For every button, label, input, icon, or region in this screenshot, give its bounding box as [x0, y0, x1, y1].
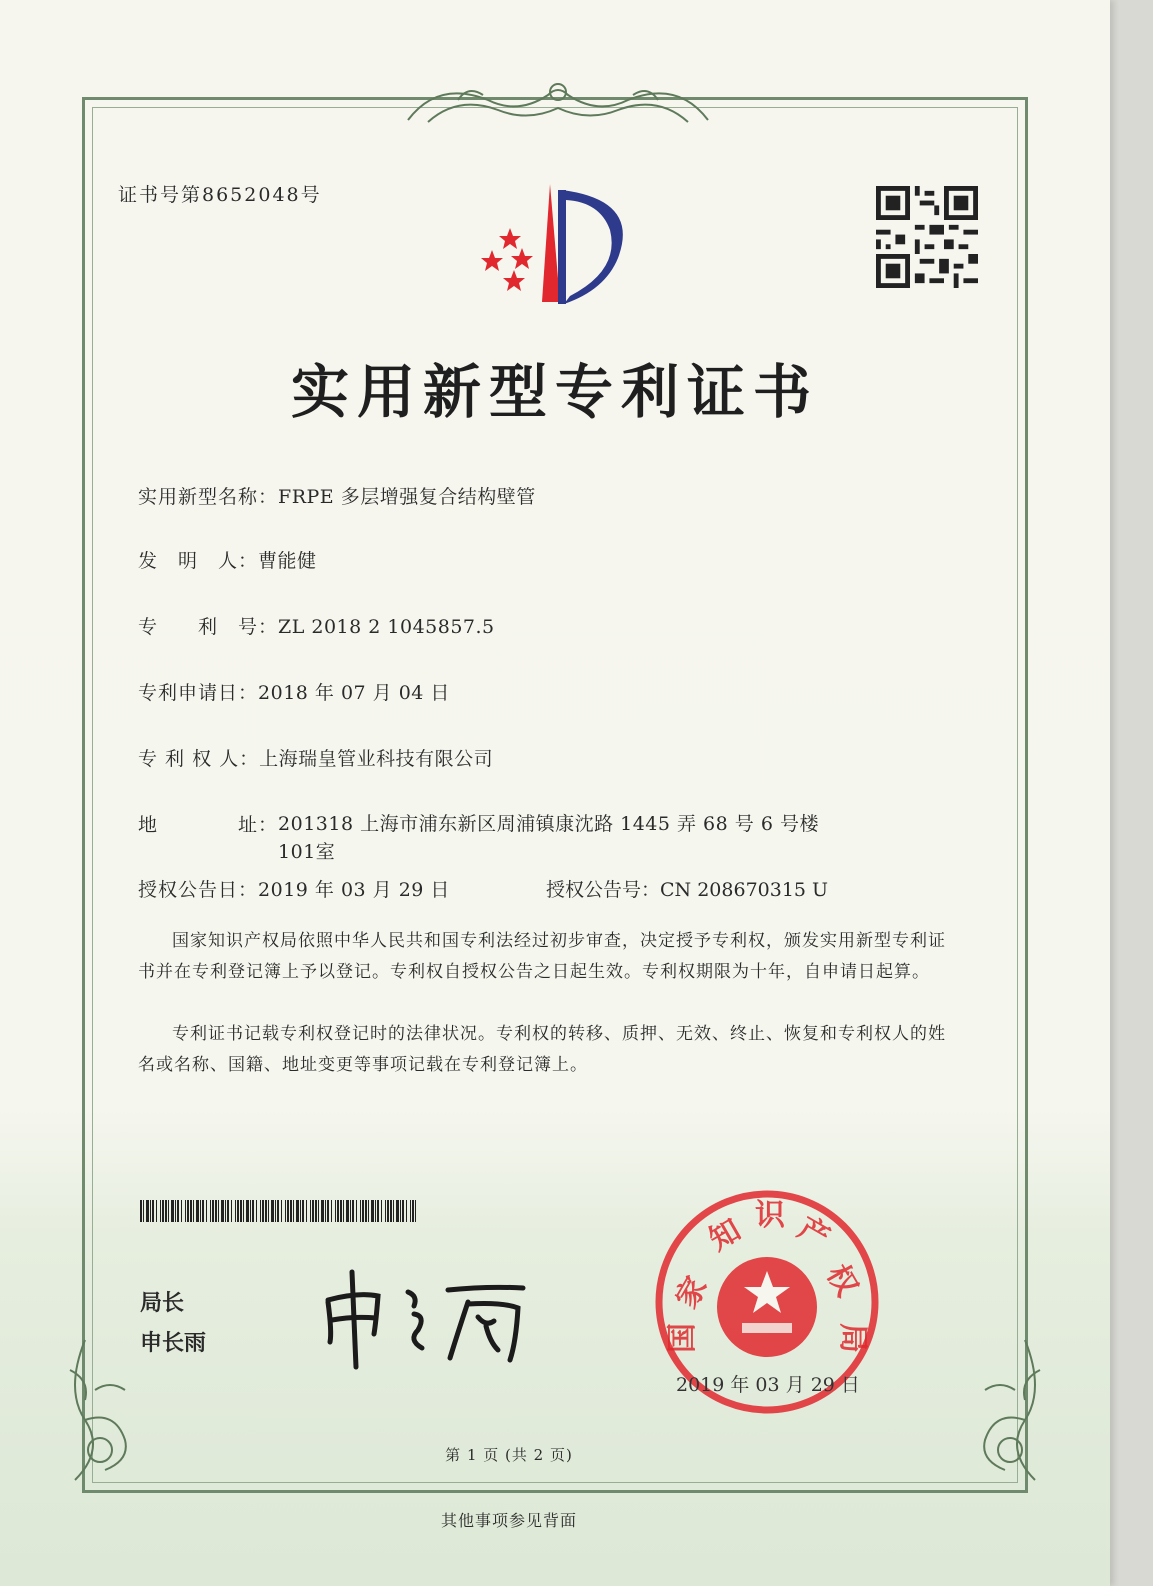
- field-label: 专 利 号：: [138, 616, 279, 638]
- page-number: 第 1 页 (共 2 页): [445, 1446, 573, 1464]
- field-grant-number: [546, 875, 828, 902]
- cnipa-logo-icon: [470, 180, 640, 310]
- field-value: 上海瑞皇管业科技有限公司: [259, 748, 494, 770]
- director-title: 局长: [140, 1291, 185, 1316]
- field-patent-number: [138, 612, 495, 639]
- corner-ornament-icon: [935, 1330, 1055, 1490]
- svg-text:识: 识: [755, 1198, 785, 1233]
- field-value: 曹能健: [258, 550, 317, 572]
- field-grant-date: [138, 875, 450, 902]
- top-ornament-icon: [398, 70, 718, 130]
- field-label: 实用新型名称：: [138, 486, 279, 508]
- field-label: 专利申请日：: [138, 682, 259, 704]
- field-label: 授权公告号：: [546, 879, 661, 901]
- field-value: 201318 上海市浦东新区周浦镇康沈路 1445 弄 68 号 6 号楼 101室: [278, 813, 819, 863]
- field-value: FRPE 多层增强复合结构壁管: [278, 486, 536, 508]
- director-name: 申长雨: [140, 1331, 207, 1356]
- svg-text:局: 局: [835, 1323, 870, 1353]
- corner-ornament-icon: [55, 1330, 175, 1490]
- field-patent-holder: [138, 744, 493, 771]
- svg-text:产: 产: [791, 1210, 836, 1256]
- certificate-title: 实用新型专利证书: [290, 358, 819, 426]
- field-label: 授权公告日：: [138, 879, 259, 901]
- field-label: 专 利 权 人：: [138, 748, 260, 770]
- field-value: ZL 2018 2 1045857.5: [278, 616, 495, 638]
- statement-paragraph-2: 专利证书记载专利权登记时的法律状况。专利权的转移、质押、无效、终止、恢复和专利权人的姓名或名称、国籍、地址变更等事项记载在专利登记簿上。: [138, 1024, 946, 1075]
- svg-text:家: 家: [669, 1270, 715, 1315]
- field-value: 2018 年 07 月 04 日: [258, 682, 450, 704]
- field-value: CN 208670315 U: [660, 879, 829, 901]
- svg-text:权: 权: [819, 1258, 865, 1303]
- seal-date: 2019 年 03 月 29 日: [676, 1374, 860, 1396]
- svg-text:国: 国: [665, 1323, 700, 1353]
- field-application-date: [138, 678, 450, 705]
- field-utility-model-name: [138, 482, 536, 509]
- svg-text:知: 知: [703, 1212, 747, 1258]
- qr-code-icon: [876, 186, 978, 288]
- field-label: 地 址：: [138, 814, 279, 836]
- field-label: 发 明 人：: [138, 550, 259, 572]
- barcode-icon: [140, 1200, 416, 1222]
- field-address: [138, 810, 858, 866]
- director-signature-icon: [318, 1262, 548, 1372]
- back-side-note: 其他事项参见背面: [440, 1511, 577, 1530]
- statement-paragraph-1: 国家知识产权局依照中华人民共和国专利法经过初步审查，决定授予专利权，颁发实用新型专利证书并在专利登记簿上予以登记。专利权自授权公告之日起生效。专利权期限为十年，自申请日起算。: [138, 931, 946, 982]
- field-value: 2019 年 03 月 29 日: [258, 879, 450, 901]
- field-inventor: [138, 546, 317, 573]
- certificate-number: 证书号第8652048号: [118, 184, 322, 206]
